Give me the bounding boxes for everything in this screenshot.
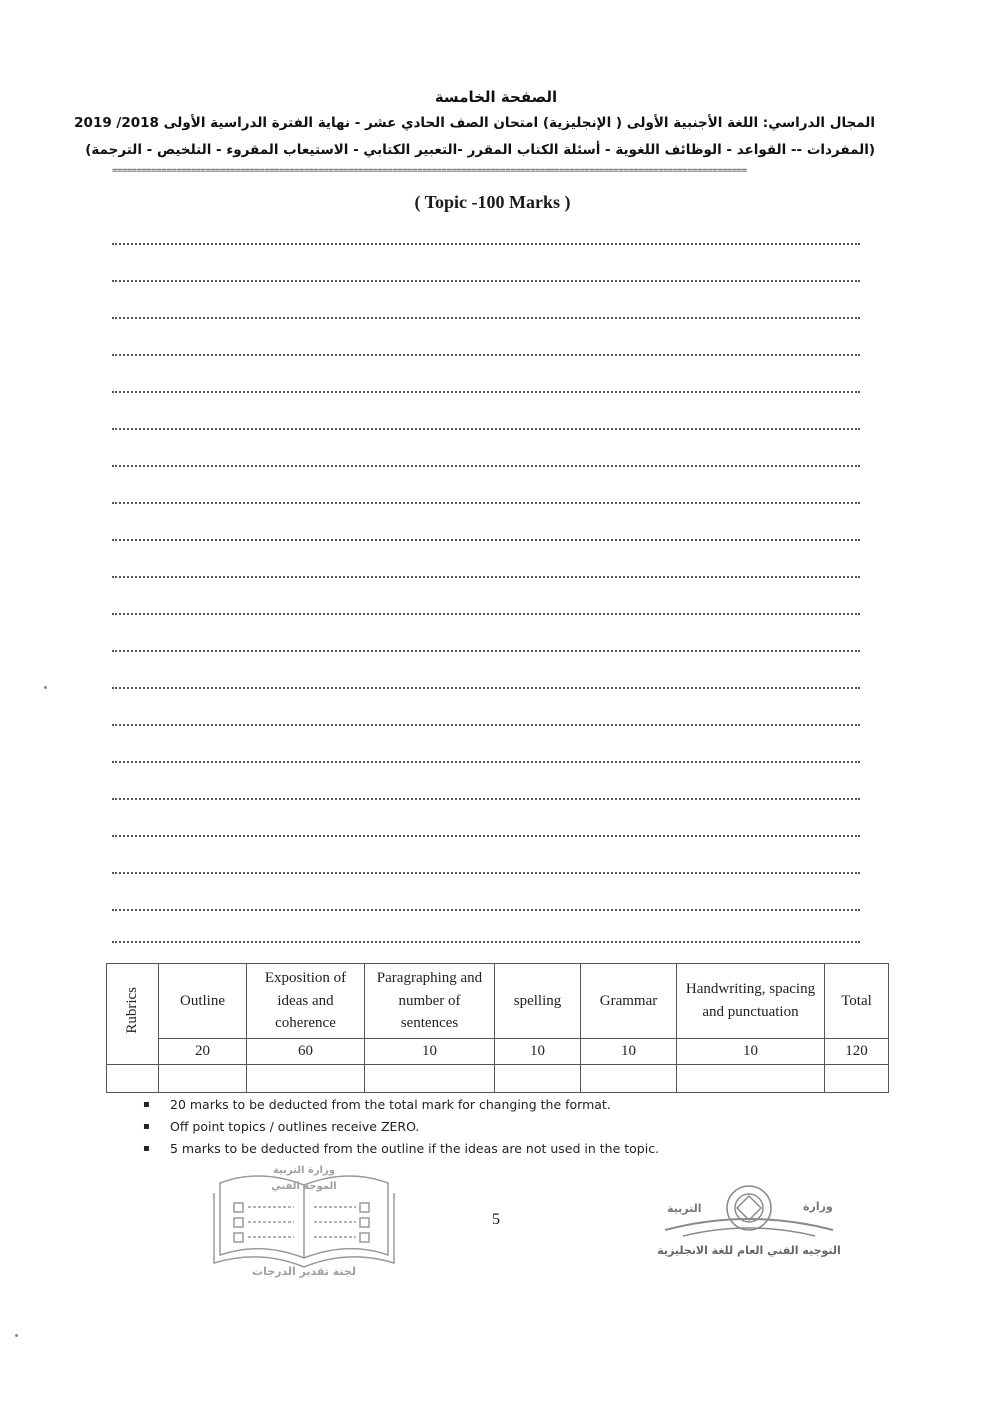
writing-line[interactable] [112, 761, 860, 763]
criterion-handwriting: Handwriting, spacing and punctuation [677, 964, 825, 1039]
score-cell[interactable] [365, 1064, 495, 1092]
writing-line[interactable] [112, 317, 860, 319]
note-item: ▪ 5 marks to be deducted from the outline if the ideas are not used in the topic. [140, 1138, 840, 1160]
writing-line[interactable] [112, 835, 860, 837]
writing-line[interactable] [112, 502, 860, 504]
writing-line[interactable] [112, 391, 860, 393]
rubrics-label: Rubrics [124, 986, 141, 1034]
criterion-paragraphing: Paragraphing and number of sentences [365, 964, 495, 1039]
criterion-total: Total [825, 964, 889, 1039]
writing-line[interactable] [112, 354, 860, 356]
writing-line[interactable] [112, 724, 860, 726]
writing-line[interactable] [112, 941, 860, 943]
mark-grammar: 10 [581, 1038, 677, 1064]
score-cell[interactable] [159, 1064, 247, 1092]
score-cell[interactable] [677, 1064, 825, 1092]
skills-header: (المفردات -- القواعد - الوظائف اللغوية - أسئلة الكتاب المقرر -التعبير الكتابي - الاستيعاب المقروء - التلخيص - الترجمة) [85, 142, 875, 158]
criterion-exposition: Exposition of ideas and coherence [247, 964, 365, 1039]
mark-paragraphing: 10 [365, 1038, 495, 1064]
score-cell[interactable] [247, 1064, 365, 1092]
score-cell[interactable] [825, 1064, 889, 1092]
stamp-text-3: لجنة تقدير الدرجات [252, 1265, 356, 1278]
score-cell[interactable] [581, 1064, 677, 1092]
mark-exposition: 60 [247, 1038, 365, 1064]
mark-handwriting: 10 [677, 1038, 825, 1064]
ministry-emblem-icon [625, 1178, 873, 1278]
writing-line[interactable] [112, 539, 860, 541]
criterion-grammar: Grammar [581, 964, 677, 1039]
writing-line[interactable] [112, 909, 860, 911]
rubrics-label-cell [107, 964, 159, 1065]
mark-outline: 20 [159, 1038, 247, 1064]
writing-line[interactable] [112, 465, 860, 467]
ministry-stamp [625, 1178, 873, 1278]
criterion-outline: Outline [159, 964, 247, 1039]
criterion-spelling: spelling [495, 964, 581, 1039]
rubrics-table [106, 963, 888, 1093]
score-cell[interactable] [107, 1064, 159, 1092]
scan-speck [15, 1334, 18, 1337]
scan-speck [44, 686, 47, 689]
stamp-ministry: وزارة [803, 1200, 833, 1213]
stamp-caption: التوجيه الفني العام للغة الانجليزية [657, 1244, 841, 1257]
page-title: الصفحة الخامسة [434, 88, 558, 106]
writing-line[interactable] [112, 243, 860, 245]
writing-line[interactable] [112, 872, 860, 874]
writing-line[interactable] [112, 280, 860, 282]
stamp-text-1: وزارة التربية [273, 1165, 335, 1176]
writing-line[interactable] [112, 428, 860, 430]
subject-header: المجال الدراسي: اللغة الأجنبية الأولى ( الإنجليزية) امتحان الصف الحادي عشر - نهاية الفترة الدراسية الأولى 2018/ 2019 [74, 115, 875, 131]
note-item: ▪ Off point topics / outlines receive ZERO. [140, 1116, 840, 1138]
writing-line[interactable] [112, 576, 860, 578]
mark-spelling: 10 [495, 1038, 581, 1064]
writing-line[interactable] [112, 687, 860, 689]
note-item: ▪ 20 marks to be deducted from the total mark for changing the format. [140, 1094, 840, 1116]
notes-list [140, 1094, 840, 1160]
stamp-education: التربية [667, 1202, 702, 1215]
writing-line[interactable] [112, 650, 860, 652]
writing-line[interactable] [112, 613, 860, 615]
score-cell[interactable] [495, 1064, 581, 1092]
mark-total: 120 [825, 1038, 889, 1064]
separator-line: ================================================================================================================================= [112, 166, 747, 176]
page-number: 5 [492, 1211, 500, 1228]
committee-stamp [210, 1163, 398, 1283]
stamp-text-2: الموجه الفني [271, 1181, 337, 1192]
writing-line[interactable] [112, 798, 860, 800]
topic-title: ( Topic -100 Marks ) [414, 192, 571, 212]
